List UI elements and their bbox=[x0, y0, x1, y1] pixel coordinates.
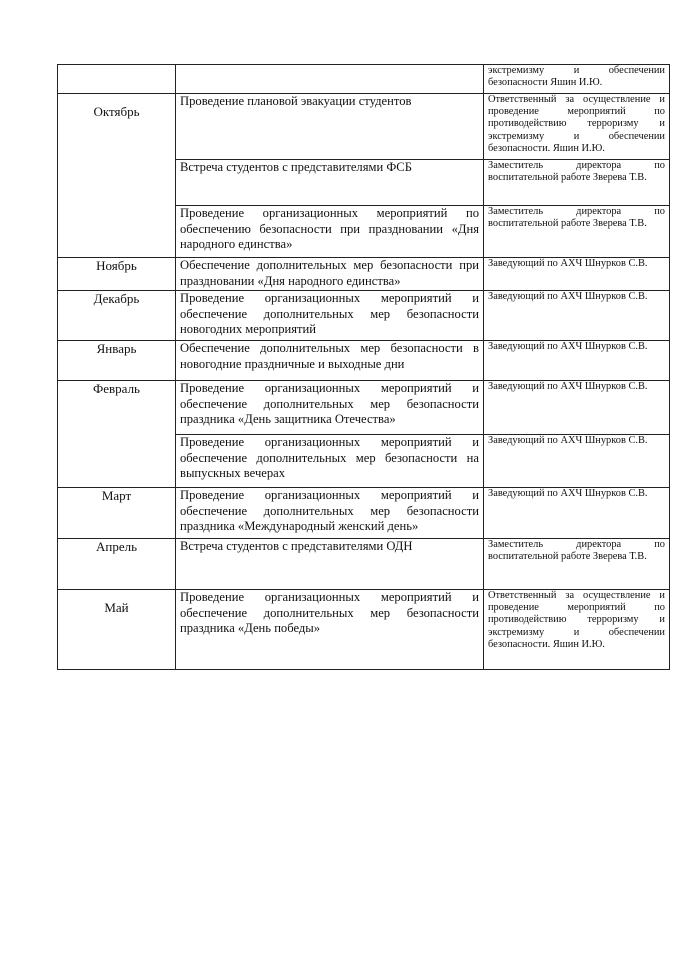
table-row bbox=[58, 381, 670, 435]
month-cell bbox=[58, 65, 176, 94]
month-cell: Ноябрь bbox=[58, 258, 176, 291]
responsible-cell bbox=[484, 381, 670, 435]
security-plan-table bbox=[57, 64, 670, 670]
activity-cell: Проведение организационных мероприятий и обеспечение дополнительных мер безопасности праздника «День защитника Отечества» bbox=[176, 381, 484, 435]
responsible-text: Заведующий по АХЧ Шнурков С.В. bbox=[488, 258, 648, 269]
responsible-cell bbox=[484, 206, 670, 258]
responsible-text: Заместитель директора по воспитательной работе Зверева Т.В. bbox=[488, 539, 665, 563]
responsible-text: Заведующий по АХЧ Шнурков С.В. bbox=[488, 488, 648, 499]
month-cell: Декабрь bbox=[58, 291, 176, 341]
responsible-text: экстремизму и обеспечении безопасности Яшин И.Ю. bbox=[488, 65, 665, 89]
responsible-text: Ответственный за осуществление и проведение мероприятий по противодействию терроризму и экстремизму и обеспечении безопасности. Яшин И.Ю. bbox=[488, 94, 665, 154]
table-row bbox=[58, 341, 670, 381]
responsible-cell bbox=[484, 435, 670, 488]
month-cell: Апрель bbox=[58, 539, 176, 590]
responsible-cell bbox=[484, 488, 670, 539]
activity-cell: Проведение организационных мероприятий и обеспечение дополнительных мер безопасности новогодних мероприятий bbox=[176, 291, 484, 341]
month-cell: Октябрь bbox=[58, 94, 176, 258]
activity-cell: Проведение плановой эвакуации студентов bbox=[176, 94, 484, 160]
responsible-cell bbox=[484, 258, 670, 291]
responsible-text: Заведующий по АХЧ Шнурков С.В. bbox=[488, 341, 648, 352]
table-row bbox=[58, 291, 670, 341]
responsible-cell bbox=[484, 65, 670, 94]
responsible-cell bbox=[484, 160, 670, 206]
responsible-text: Заместитель директора по воспитательной работе Зверева Т.В. bbox=[488, 160, 665, 184]
table-row bbox=[58, 590, 670, 670]
responsible-text: Ответственный за осуществление и проведение мероприятий по противодействию терроризму и экстремизму и обеспечении безопасности. Яшин И.Ю. bbox=[488, 590, 665, 650]
activity-cell: Проведение организационных мероприятий и обеспечение дополнительных мер безопасности на выпускных вечерах bbox=[176, 435, 484, 488]
activity-cell: Проведение организационных мероприятий и обеспечение дополнительных мер безопасности праздника «День победы» bbox=[176, 590, 484, 670]
activity-cell: Встреча студентов с представителями ФСБ bbox=[176, 160, 484, 206]
responsible-cell bbox=[484, 539, 670, 590]
responsible-text: Заместитель директора по воспитательной работе Зверева Т.В. bbox=[488, 206, 665, 230]
responsible-text: Заведующий по АХЧ Шнурков С.В. bbox=[488, 291, 648, 302]
activity-cell: Проведение организационных мероприятий по обеспечению безопасности при праздновании «Дня народного единства» bbox=[176, 206, 484, 258]
responsible-cell bbox=[484, 341, 670, 381]
activity-cell bbox=[176, 65, 484, 94]
activity-cell: Проведение организационных мероприятий и обеспечение дополнительных мер безопасности праздника «Международный женский день» bbox=[176, 488, 484, 539]
month-cell: Май bbox=[58, 590, 176, 670]
table-row bbox=[58, 539, 670, 590]
month-cell: Январь bbox=[58, 341, 176, 381]
table-row bbox=[58, 258, 670, 291]
table-row bbox=[58, 65, 670, 94]
month-cell: Март bbox=[58, 488, 176, 539]
responsible-text: Заведующий по АХЧ Шнурков С.В. bbox=[488, 435, 648, 446]
responsible-cell bbox=[484, 94, 670, 160]
responsible-cell bbox=[484, 590, 670, 670]
activity-cell: Обеспечение дополнительных мер безопасности в новогодние праздничные и выходные дни bbox=[176, 341, 484, 381]
responsible-cell bbox=[484, 291, 670, 341]
month-cell: Февраль bbox=[58, 381, 176, 488]
activity-cell: Обеспечение дополнительных мер безопасности при праздновании «Дня народного единства» bbox=[176, 258, 484, 291]
table-row bbox=[58, 488, 670, 539]
table-row bbox=[58, 94, 670, 160]
responsible-text: Заведующий по АХЧ Шнурков С.В. bbox=[488, 381, 648, 392]
activity-cell: Встреча студентов с представителями ОДН bbox=[176, 539, 484, 590]
